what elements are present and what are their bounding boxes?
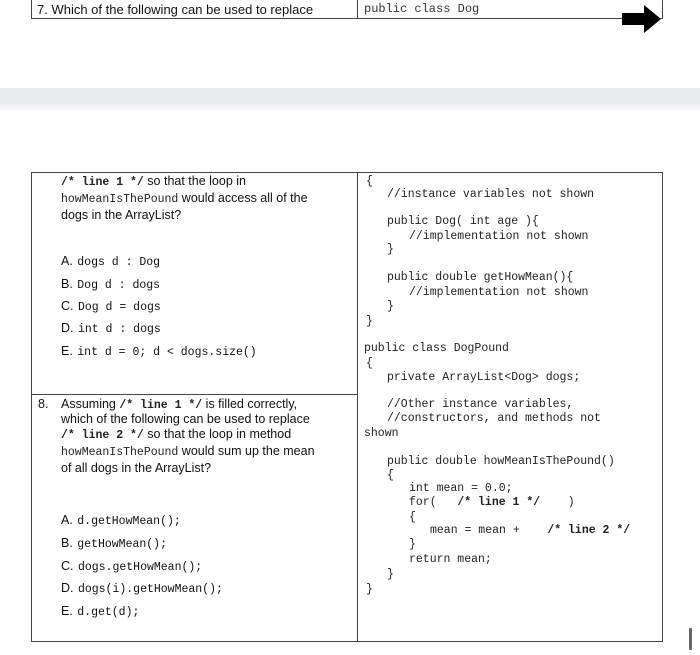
code-line: private ArrayList<Dog> dogs;	[387, 371, 581, 384]
code-line: //implementation not shown	[409, 286, 589, 299]
code-line: public double getHowMean(){	[387, 271, 574, 284]
code-line: public double howMeanIsThePound()	[387, 455, 615, 468]
code-line: //implementation not shown	[409, 230, 589, 243]
q7-option-d[interactable]	[61, 319, 161, 337]
scrollbar-thumb[interactable]	[689, 628, 692, 650]
code-line: {	[366, 175, 373, 188]
option-letter: B.	[61, 536, 73, 550]
q8-l1-code: /* line 1 */	[119, 399, 203, 412]
q8-l4-text: would sum up the mean	[178, 444, 315, 458]
q8-option-d[interactable]	[61, 579, 223, 597]
code-line: }	[387, 243, 394, 256]
q7-line1-code: /* line 1 */	[61, 176, 144, 189]
right-arrow-icon[interactable]	[622, 4, 662, 34]
q7-option-a[interactable]	[61, 252, 160, 270]
q8-option-c[interactable]	[61, 557, 202, 575]
q8-line-4	[61, 443, 315, 461]
option-letter: C.	[61, 299, 74, 313]
q8-l1-text: Assuming	[61, 397, 120, 411]
code-line	[430, 524, 630, 537]
q8-option-e[interactable]	[61, 602, 139, 620]
option-code: Dog d = dogs	[77, 301, 161, 314]
q7-option-c[interactable]	[61, 297, 161, 315]
option-code: getHowMean();	[77, 538, 167, 551]
code-line: {	[409, 511, 416, 524]
code-line: int mean = 0.0;	[409, 482, 513, 495]
option-letter: E.	[61, 604, 73, 618]
option-letter: C.	[61, 559, 74, 573]
code-line: return mean;	[409, 553, 492, 566]
code-line: //instance variables not shown	[387, 188, 595, 201]
option-code: d.get(d);	[77, 606, 140, 619]
code-line: public class DogPound	[364, 342, 509, 355]
code-line	[409, 496, 575, 509]
q8-l1-text2: is filled correctly,	[202, 397, 298, 411]
q8-line-3	[61, 426, 291, 444]
q8-l3-code: /* line 2 */	[61, 429, 144, 442]
option-code: d.getHowMean();	[77, 515, 181, 528]
code-mean-sum: mean = mean +	[430, 524, 520, 537]
q8-line-2: which of the following can be used to replace	[61, 412, 310, 426]
q7-option-b[interactable]	[61, 275, 160, 293]
q8-option-a[interactable]	[61, 511, 181, 529]
page-separator	[0, 88, 700, 104]
code-line: public Dog( int age ){	[387, 215, 539, 228]
option-letter: B.	[61, 277, 73, 291]
q7-line-1	[61, 173, 246, 191]
code-line: }	[366, 583, 373, 596]
code-line1-marker: /* line 1 */	[457, 496, 541, 509]
code-line: }	[387, 568, 394, 581]
option-letter: A.	[61, 254, 73, 268]
code-paren: )	[567, 496, 575, 509]
option-letter: E.	[61, 344, 73, 358]
column-divider	[357, 172, 358, 642]
code-line: //constructors, and methods not	[387, 412, 601, 425]
option-code: int d = 0; d < dogs.size()	[77, 346, 257, 359]
code-line: //Other instance variables,	[387, 398, 574, 411]
page-separator-shadow	[0, 104, 700, 110]
q7-line2-code: howMeanIsThePound	[61, 193, 179, 206]
q7-line2-text: would access all of the	[178, 191, 308, 205]
q7-line1-text: so that the loop in	[143, 174, 246, 188]
code-line: {	[366, 357, 373, 370]
q7-line-3: dogs in the ArrayList?	[61, 208, 182, 222]
code-line: }	[409, 538, 416, 551]
top-column-divider	[357, 0, 358, 19]
option-code: int d : dogs	[77, 323, 161, 336]
option-code: dogs.getHowMean();	[77, 561, 203, 574]
code-for: for(	[409, 496, 437, 509]
q8-number: 8.	[38, 397, 49, 411]
q7-option-e[interactable]	[61, 342, 257, 360]
q8-l4-code: howMeanIsThePound	[61, 446, 179, 459]
option-letter: D.	[61, 321, 74, 335]
option-code: dogs(i).getHowMean();	[77, 583, 223, 596]
q7-line-2	[61, 190, 308, 208]
code-line: }	[366, 315, 373, 328]
q8-l3-text: so that the loop in method	[143, 427, 292, 441]
option-code: dogs d : Dog	[77, 256, 161, 269]
code-line: }	[387, 300, 394, 313]
option-code: Dog d : dogs	[77, 279, 161, 292]
q8-line-5: of all dogs in the ArrayList?	[61, 461, 212, 475]
row-divider	[31, 394, 358, 395]
code-line2-marker: /* line 2 */	[547, 524, 631, 537]
code-line: {	[387, 469, 394, 482]
code-line: shown	[364, 427, 399, 440]
option-letter: D.	[61, 581, 74, 595]
top-code-line: public class Dog	[364, 2, 480, 16]
question-7-heading: 7. Which of the following can be used to replace	[37, 2, 314, 17]
q8-option-b[interactable]	[61, 534, 167, 552]
option-letter: A.	[61, 513, 73, 527]
